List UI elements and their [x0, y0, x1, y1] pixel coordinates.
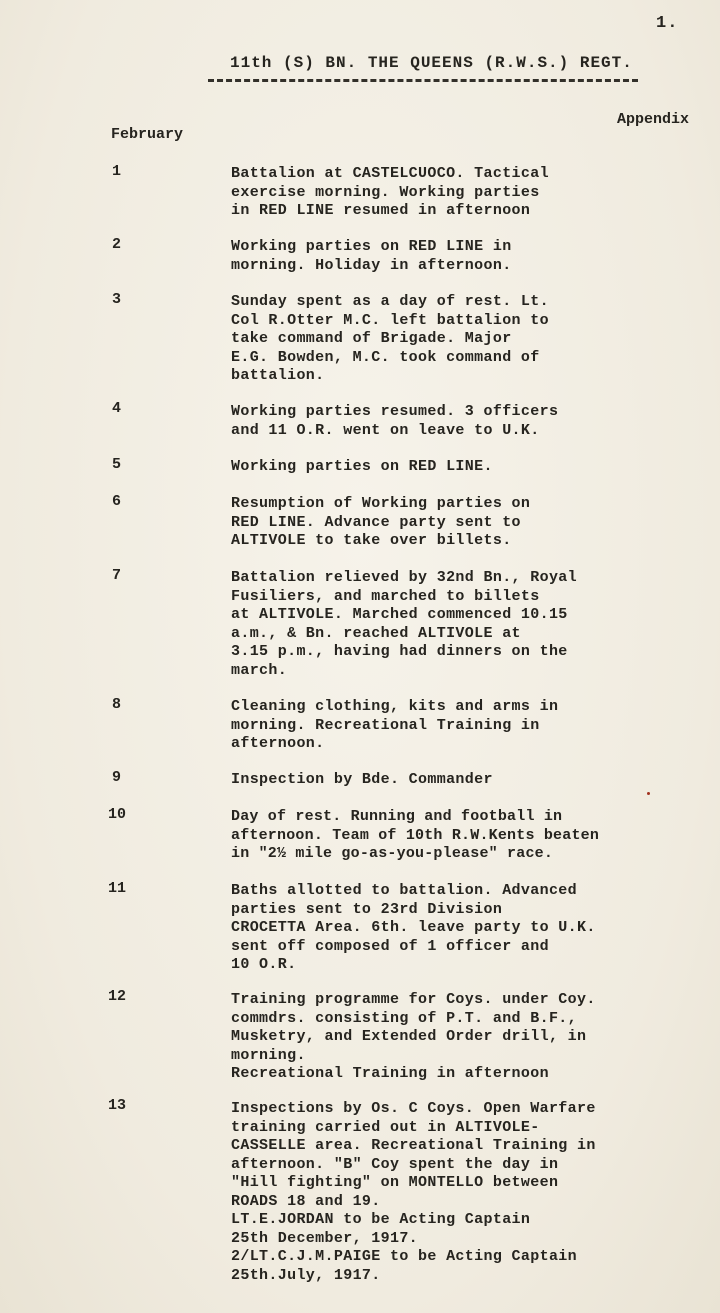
- entry-text: [231, 403, 558, 440]
- entry-line: parties sent to 23rd Division: [231, 900, 503, 918]
- entry-line: Day of rest. Running and football in: [231, 808, 563, 825]
- entry-day: 13: [108, 1097, 127, 1114]
- entry-line: afternoon.: [231, 735, 325, 752]
- entry-line: exercise morning. Working parties: [231, 183, 540, 201]
- entry-text: [231, 238, 512, 275]
- entry-line: E.G. Bowden, M.C. took command of: [231, 348, 540, 366]
- entry-line: RED LINE. Advance party sent to: [231, 513, 521, 531]
- entry-text: [231, 458, 493, 477]
- entry-day: 10: [108, 806, 127, 823]
- page-number: 1.: [656, 14, 679, 33]
- entry-line: march.: [231, 661, 288, 679]
- entry-day: 12: [108, 988, 127, 1005]
- entry-line: Col R.Otter M.C. left battalion to: [231, 311, 549, 329]
- entry-day: 4: [112, 400, 122, 417]
- entry-line: Musketry, and Extended Order drill, in: [231, 1028, 587, 1045]
- entry-text: [231, 698, 558, 754]
- entry-text: [231, 808, 599, 864]
- entry-text: [231, 991, 596, 1084]
- entry-line: Fusiliers, and marched to billets: [231, 587, 540, 605]
- entry-line: afternoon. "B" Coy spent the day in: [231, 1155, 559, 1173]
- entry-line: 3.15 p.m., having had dinners on the: [231, 643, 568, 660]
- entry-line: morning. Holiday in afternoon.: [231, 256, 512, 274]
- entry-text: [231, 882, 596, 975]
- entry-line: take command of Brigade. Major: [231, 330, 512, 347]
- entry-text: [231, 293, 549, 386]
- document-title: 11th (S) BN. THE QUEENS (R.W.S.) REGT.: [230, 54, 633, 72]
- entry-day: 11: [108, 880, 127, 897]
- entry-line: at ALTIVOLE. Marched commenced 10.15: [231, 606, 568, 623]
- entry-line: ALTIVOLE to take over billets.: [231, 532, 512, 549]
- entry-day: 1: [112, 163, 122, 180]
- entry-day: 5: [112, 456, 122, 473]
- entry-line: 2/LT.C.J.M.PAIGE to be Acting Captain: [231, 1248, 578, 1265]
- entry-line: training carried out in ALTIVOLE-: [231, 1118, 540, 1136]
- entry-line: Working parties on RED LINE.: [231, 458, 493, 475]
- entry-line: 10 O.R.: [231, 956, 297, 973]
- entry-text: [231, 569, 577, 680]
- appendix-label: Appendix: [617, 111, 690, 128]
- entry-line: 25th.July, 1917.: [231, 1266, 381, 1284]
- entry-line: LT.E.JORDAN to be Acting Captain: [231, 1211, 531, 1228]
- entry-line: CROCETTA Area. 6th. leave party to U.K.: [231, 919, 596, 936]
- entry-text: [231, 495, 530, 551]
- entry-line: 25th December, 1917.: [231, 1229, 419, 1247]
- entry-line: ROADS 18 and 19.: [231, 1192, 381, 1210]
- entry-line: Sunday spent as a day of rest. Lt.: [231, 293, 549, 310]
- entry-line: in "2½ mile go-as-you-please" race.: [231, 845, 554, 862]
- entry-text: [231, 1100, 596, 1285]
- entry-line: Battalion relieved by 32nd Bn., Royal: [231, 569, 578, 586]
- entry-line: and 11 O.R. went on leave to U.K.: [231, 421, 540, 439]
- entry-line: morning. Recreational Training in: [231, 716, 540, 734]
- entry-line: Inspections by Os. C Coys. Open Warfare: [231, 1100, 596, 1117]
- entry-day: 7: [112, 567, 122, 584]
- entry-line: commdrs. consisting of P.T. and B.F.,: [231, 1009, 578, 1027]
- ink-speck: [647, 792, 650, 795]
- entry-line: Recreational Training in afternoon: [231, 1065, 549, 1082]
- entry-line: battalion.: [231, 367, 325, 384]
- entry-line: "Hill fighting" on MONTELLO between: [231, 1174, 559, 1191]
- entry-line: Working parties on RED LINE in: [231, 238, 512, 255]
- month-heading: February: [111, 126, 184, 143]
- entry-text: [231, 771, 493, 790]
- entry-line: Training programme for Coys. under Coy.: [231, 991, 596, 1008]
- entry-line: Battalion at CASTELCUOCO. Tactical: [231, 165, 549, 182]
- entry-day: 9: [112, 769, 122, 786]
- entry-line: Inspection by Bde. Commander: [231, 771, 493, 788]
- entry-day: 2: [112, 236, 122, 253]
- entry-line: Baths allotted to battalion. Advanced: [231, 882, 578, 899]
- entry-line: Resumption of Working parties on: [231, 495, 531, 512]
- entry-line: sent off composed of 1 officer and: [231, 937, 549, 955]
- title-underline: [208, 79, 638, 82]
- entry-line: afternoon. Team of 10th R.W.Kents beaten: [231, 826, 600, 844]
- entry-line: a.m., & Bn. reached ALTIVOLE at: [231, 624, 521, 642]
- entry-line: CASSELLE area. Recreational Training in: [231, 1137, 596, 1154]
- entry-text: [231, 165, 549, 221]
- entry-line: in RED LINE resumed in afternoon: [231, 202, 531, 219]
- entry-day: 3: [112, 291, 122, 308]
- entry-line: Working parties resumed. 3 officers: [231, 403, 559, 420]
- entry-day: 8: [112, 696, 122, 713]
- entry-day: 6: [112, 493, 122, 510]
- entry-line: morning.: [231, 1046, 306, 1064]
- entry-line: Cleaning clothing, kits and arms in: [231, 698, 559, 715]
